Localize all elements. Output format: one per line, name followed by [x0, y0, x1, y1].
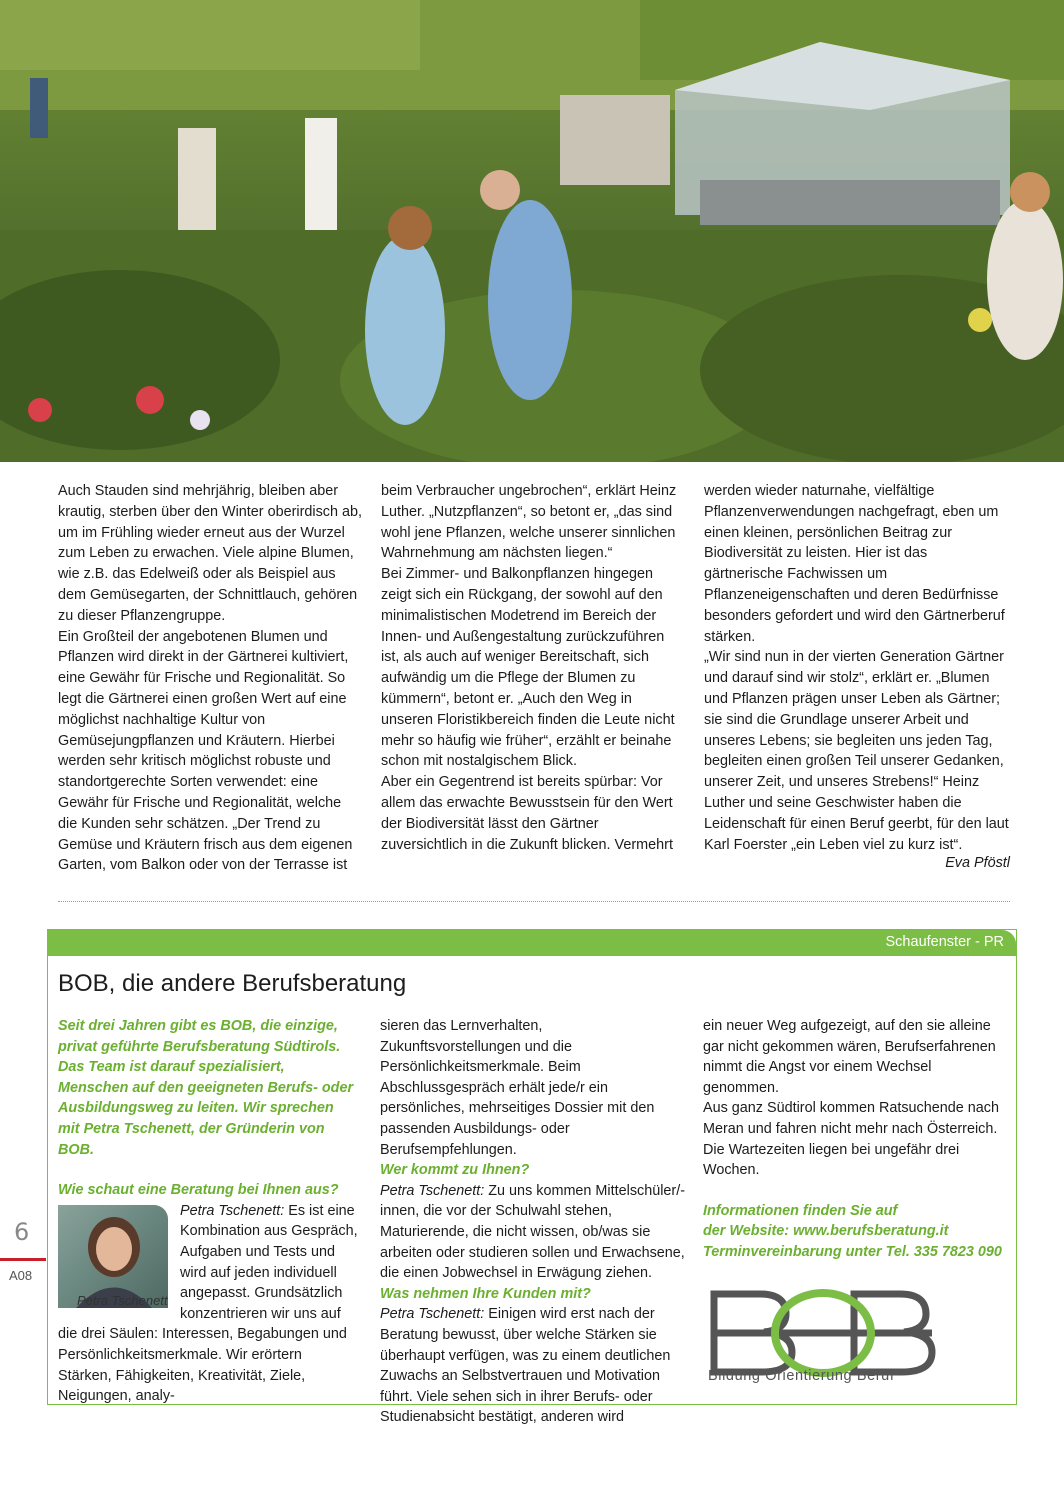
spacer: [703, 1181, 1003, 1201]
pr-tag: Schaufenster - PR: [885, 934, 1004, 950]
article-paragraph: beim Verbraucher ungebrochen“, erklärt Heinz Luther. „Nutzpflanzen“, so betont er, „das sind wohl jene Pflanzen, welche unserer sinnlichen Wahrnehmung am nächsten liegen.“: [381, 483, 677, 562]
article-paragraph: Bei Zimmer- und Balkonpflanzen hingegen zeigt sich ein Rückgang, der sowohl auf den minimalistischen Modetrend im Bereich der Innen- und Außengestaltung zurückzuführen ist, als auch auf weniger Bereitschaft, sich aufwändig um die Pflege der Blumen zu kümmern“, betont er. „Auch den Weg in unseren Floristikbereich finden die Leute nicht mehr so häufig wie früher“, erzählt er beinahe schon mit nostalgischem Blick.: [381, 566, 675, 770]
answer-text: Zu uns kommen Mittelschüler/-innen, die vor der Schulwahl stehen, Maturierende, die nicht wissen, ob/was sie arbeiten oder studieren sollen und Erwachsene, die einen Jobwechsel in Erwägung ziehen.: [380, 1182, 685, 1282]
pr-column-1: [58, 1016, 358, 1407]
pr-question-3: Was nehmen Ihre Kunden mit?: [380, 1285, 591, 1302]
spacer: [58, 1160, 358, 1180]
speaker-label: Petra Tschenett:: [380, 1306, 485, 1323]
page-marker-line: [0, 1258, 46, 1261]
article-author: Eva Pföstl: [945, 855, 1010, 871]
pr-title: BOB, die andere Berufsberatung: [58, 970, 407, 997]
pr-paragraph: ein neuer Weg aufgezeigt, auf den sie alleine gar nicht gekommen wären, Berufserfahrenen nimmt die Angst vor einem Wechsel genommen.: [703, 1018, 996, 1096]
pr-answer-3: [380, 1304, 686, 1428]
article-paragraph: Ein Großteil der angebotenen Blumen und Pflanzen wird direkt in der Gärtnerei kultiviert, eine Gewähr für Frische und Regionalität. So legt die Gärtnerei einen großen Wert auf eine möglichst nachhaltige Kultur von Gemüsejungpflanzen und Kräutern. Hierbei werden sehr kritisch möglichst robuste und standortgerechte Sorten verwendet: eine Gewähr für Frische und Regionalität, welche die Kunden sehr schätzen. „Der Trend zu Gemüse und Kräutern frisch aus dem eigenen Garten, vom Balkon oder von der Terrasse ist: [58, 628, 353, 874]
info-phone: Terminvereinbarung unter Tel. 335 7823 090: [703, 1243, 1002, 1260]
pr-paragraph: Aus ganz Südtirol kommen Ratsuchende nach Meran und fahren nicht mehr nach Österreich. Die Wartezeiten liegen bei ungefähr drei Wochen.: [703, 1100, 999, 1179]
page-number: 6: [14, 1218, 30, 1246]
pr-question-1: Wie schaut eine Beratung bei Ihnen aus?: [58, 1182, 339, 1199]
section-divider: [58, 901, 1010, 902]
article-column-3: [704, 481, 1009, 855]
speaker-label: Petra Tschenett:: [380, 1182, 485, 1199]
info-line: Informationen finden Sie auf: [703, 1202, 898, 1219]
article-paragraph: Auch Stauden sind mehrjährig, bleiben aber krautig, sterben über den Winter oberirdisch ab, um im Frühling wieder erneut aus der Wurzel zum Leben zu erwachen. Viele alpine Blumen, wie z.B. das Edelweiß oder als Beispiel aus dem Gemüsegarten, der Schnittlauch, gehören zu dieser Pflanzengruppe.: [58, 483, 362, 624]
photo-caption: Petra Tschenett: [77, 1293, 168, 1308]
answer-text: Es ist eine Kombination aus Gespräch, Aufgaben und Tests und wird auf jeden individuell angepasst. Grundsätzlich konzentrieren wir uns auf die drei Säulen: Interessen, Begabungen und Persönlichkeitsmerkmale. Wir erörtern Stärken, Fähigkeiten, Kreativität, Ziele, Neigungen, analy-: [58, 1202, 358, 1405]
bob-logo: [708, 1288, 938, 1378]
garden-illustration: [0, 0, 1064, 462]
pr-paragraph: sieren das Lernverhalten, Zukunftsvorstellungen und die Persönlichkeitsmerkmale. Beim Abschlussgespräch erhält jede/r ein persönliches, mehrseitiges Dossier mit den passenden Ausbildungs- oder Berufsempfehlungen.: [380, 1018, 655, 1158]
speaker-label: Petra Tschenett:: [180, 1202, 285, 1219]
article-paragraph: Aber ein Gegentrend ist bereits spürbar: Vor allem das erwachte Bewusstsein für den Wert der Biodiversität lässt den Gärtner zuversichtlich in die Zukunft blicken. Vermehrt: [381, 774, 673, 853]
article-paragraph: werden wieder naturnahe, vielfältige Pflanzenverwendungen nachgefragt, eben um einen kleinen, persönlichen Beitrag zur Biodiversität zu leisten. Hier ist das gärtnerische Fachwissen um Pflanzeneigenschaften und deren Bedürfnisse besonders gefordert und wird den Gärtnerberuf stärken.: [704, 483, 1005, 645]
answer-text: Einigen wird erst nach der Beratung bewusst, über welche Stärken sie überhaupt verfügen, was zu einem deutlichen Zuwachs an Selbstvertrauen und Motivation führt. Viele sehen sich in ihrer Berufs- oder Studienabsicht bestätigt, anderen wird: [380, 1306, 671, 1426]
pr-column-2: [380, 1016, 686, 1428]
logo-subtitle: Bildung Orientierung Beruf: [708, 1368, 895, 1384]
hero-photo: [0, 0, 1064, 462]
pr-question-2: Wer kommt zu Ihnen?: [380, 1162, 530, 1179]
pr-column-3: [703, 1016, 1003, 1263]
pr-intro: Seit drei Jahren gibt es BOB, die einzige, privat geführte Berufsberatung Südtirols. Das Team ist darauf spezialisiert, Menschen auf den geeigneten Berufs- oder Ausbildungsweg zu leiten. Wir sprechen mit Petra Tschenett, der Gründerin von BOB.: [58, 1018, 354, 1158]
pr-header-bar: [48, 930, 1016, 956]
page-code: A08: [9, 1268, 33, 1283]
article-column-1: [58, 481, 363, 876]
pr-answer-2: [380, 1181, 686, 1284]
article-paragraph: „Wir sind nun in der vierten Generation Gärtner und darauf sind wir stolz“, erklärt er. „Blumen und Pflanzen prägen unser Leben als Gärtner; sie sind die Grundlage unserer Arbeit und unseres Lebens; sie begleiten uns jeden Tag, begleiten einen großen Teil unserer Gedanken, unserer Zeit, und unseres Strebens!“ Heinz Luther und seine Geschwister haben die Leidenschaft für einen Beruf geerbt, für den laut Karl Foerster „ein Leben viel zu kurz ist“.: [704, 649, 1009, 853]
pr-box: [47, 929, 1017, 1426]
info-website[interactable]: der Website: www.berufsberatung.it: [703, 1223, 949, 1240]
article-column-2: [381, 481, 686, 855]
